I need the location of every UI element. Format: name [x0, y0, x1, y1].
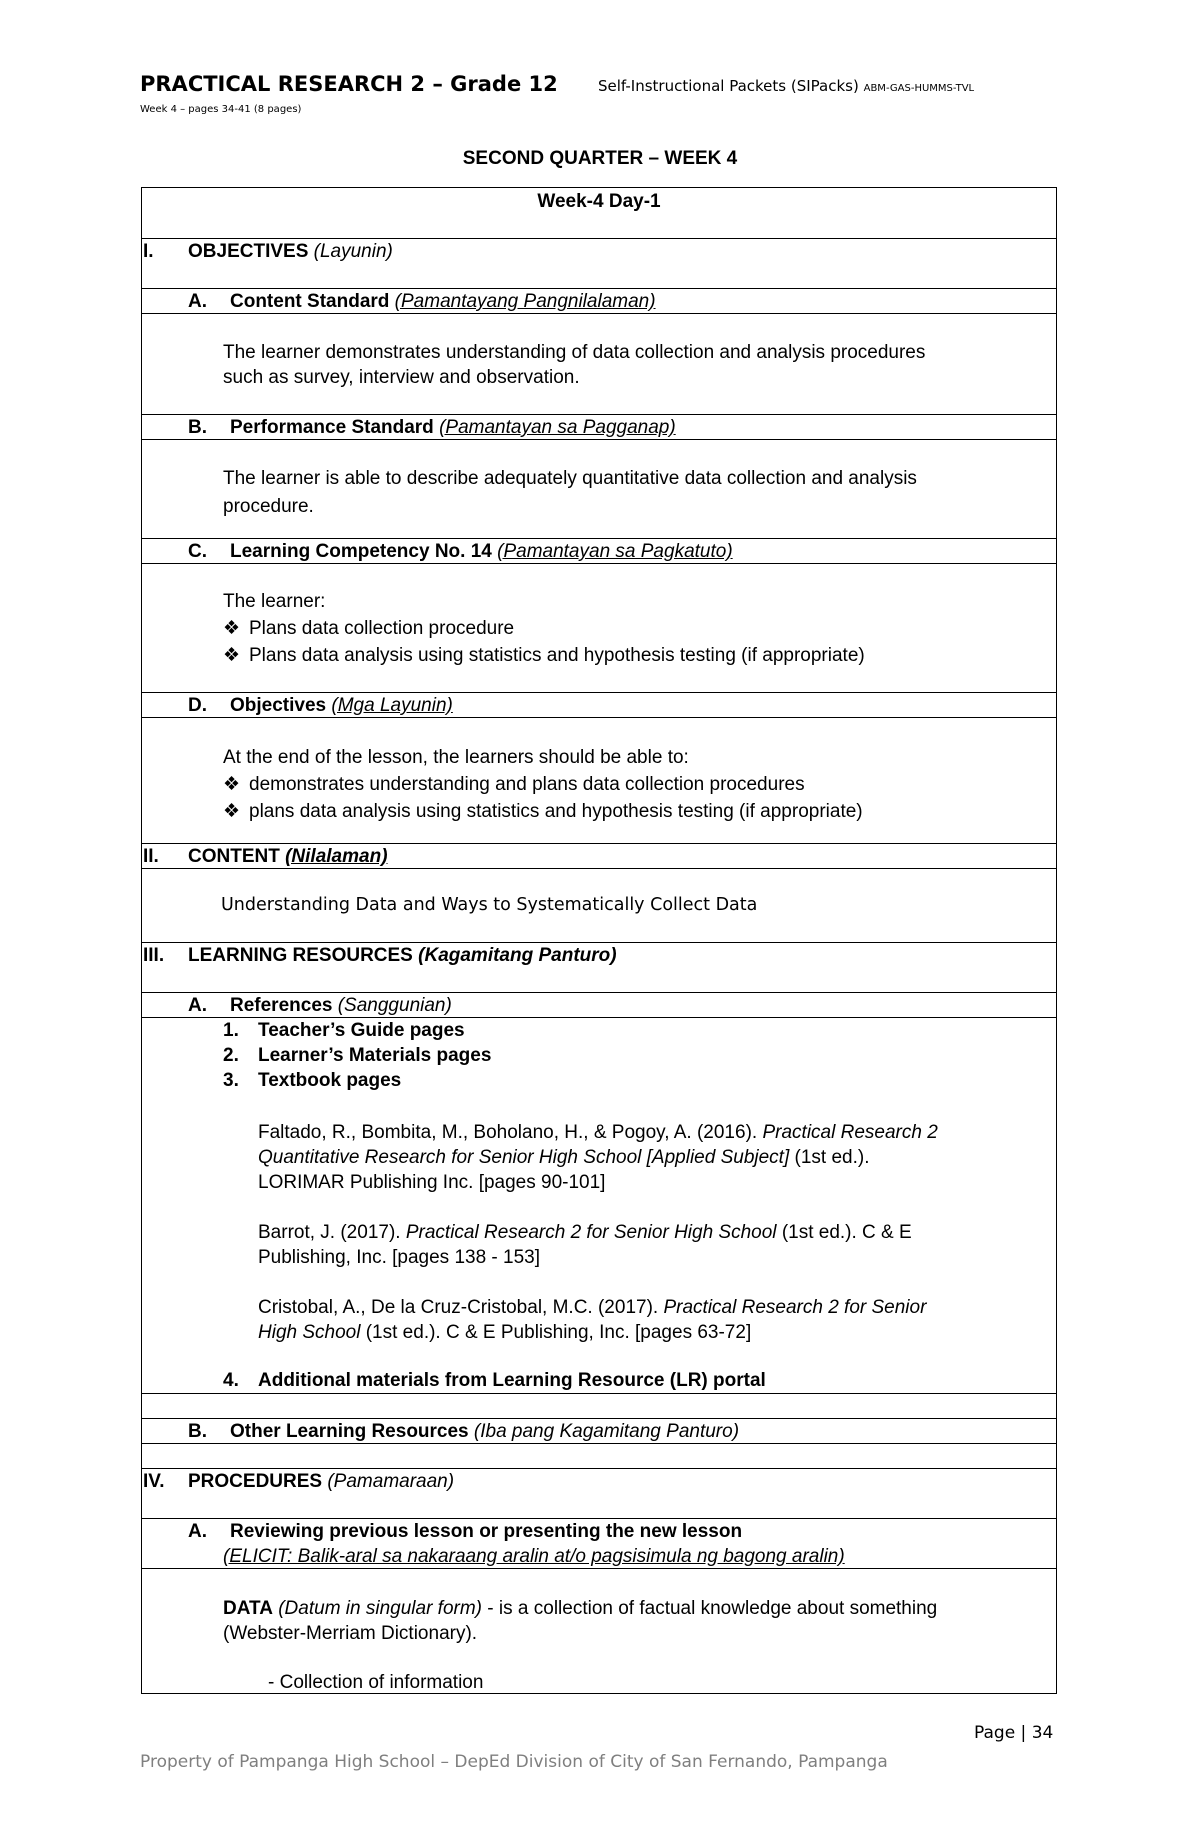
- section-number: III.: [143, 945, 165, 966]
- week-info: Week 4 – pages 34-41 (8 pages): [140, 104, 302, 115]
- row-divider: [141, 1393, 1057, 1394]
- packet-label: [598, 77, 974, 95]
- list-item: ❖ Plans data analysis using statistics and hypothesis testing (if appropriate): [223, 645, 865, 666]
- performance-standard-text: The learner is able to describe adequately quantitative data collection and analysis: [223, 468, 917, 489]
- subsection-letter: D.: [188, 695, 207, 716]
- content-standard-heading: Content Standard (Pamantayang Pangnilalaman): [230, 291, 656, 312]
- subsection-letter: A.: [188, 1521, 207, 1542]
- list-number: 1.: [223, 1020, 239, 1041]
- diamond-bullet-icon: ❖: [223, 618, 241, 639]
- subsection-letter: B.: [188, 417, 207, 438]
- procedures-heading: PROCEDURES (Pamamaraan): [188, 1471, 455, 1492]
- content-heading: CONTENT (Nilalaman): [188, 846, 388, 867]
- reference-item: Teacher’s Guide pages: [258, 1020, 465, 1041]
- document-title: PRACTICAL RESEARCH 2 – Grade 12: [140, 72, 558, 96]
- reference-item: Additional materials from Learning Resource (LR) portal: [258, 1370, 766, 1391]
- section-number: II.: [143, 846, 159, 867]
- content-standard-text: such as survey, interview and observation.: [223, 367, 580, 388]
- objectives-sub-heading: Objectives (Mga Layunin): [230, 695, 453, 716]
- list-number: 2.: [223, 1045, 239, 1066]
- performance-standard-text: procedure.: [223, 496, 314, 517]
- subsection-letter: C.: [188, 541, 207, 562]
- citation: LORIMAR Publishing Inc. [pages 90-101]: [258, 1172, 606, 1193]
- subsection-letter: B.: [188, 1421, 207, 1442]
- other-resources-heading: Other Learning Resources (Iba pang Kagamitang Panturo): [230, 1421, 740, 1442]
- quarter-title: SECOND QUARTER – WEEK 4: [462, 148, 738, 169]
- objectives-heading: OBJECTIVES (Layunin): [188, 241, 393, 262]
- section-number: I.: [143, 241, 154, 262]
- section-number: IV.: [143, 1471, 165, 1492]
- data-bullet: - Collection of information: [268, 1672, 484, 1693]
- citation: High School (1st ed.). C & E Publishing, Inc. [pages 63-72]: [258, 1322, 752, 1343]
- list-item: ❖ demonstrates understanding and plans data collection procedures: [223, 774, 805, 795]
- list-item: ❖ plans data analysis using statistics and hypothesis testing (if appropriate): [223, 801, 863, 822]
- citation: Barrot, J. (2017). Practical Research 2 for Senior High School (1st ed.). C & E: [258, 1222, 912, 1243]
- reference-item: Textbook pages: [258, 1070, 402, 1091]
- property-note: Property of Pampanga High School – DepEd Division of City of San Fernando, Pampanga: [140, 1752, 888, 1772]
- performance-standard-heading: Performance Standard (Pamantayan sa Pagganap): [230, 417, 676, 438]
- review-heading: Reviewing previous lesson or presenting the new lesson: [230, 1521, 743, 1542]
- tracks-label: ABM-GAS-HUMMS-TVL: [863, 83, 975, 94]
- competency-heading: Learning Competency No. 14 (Pamantayan sa Pagkatuto): [230, 541, 733, 562]
- references-heading: References (Sanggunian): [230, 995, 452, 1016]
- subsection-letter: A.: [188, 291, 207, 312]
- content-standard-text: The learner demonstrates understanding of data collection and analysis procedures: [223, 342, 926, 363]
- data-definition: (Webster-Merriam Dictionary).: [223, 1623, 478, 1644]
- diamond-bullet-icon: ❖: [223, 645, 241, 666]
- resources-heading: LEARNING RESOURCES (Kagamitang Panturo): [188, 945, 617, 966]
- review-subheading: (ELICIT: Balik-aral sa nakaraang aralin at/o pagsisimula ng bagong aralin): [223, 1546, 845, 1567]
- page-number: Page | 34: [974, 1723, 1054, 1743]
- citation: Faltado, R., Bombita, M., Boholano, H., & Pogoy, A. (2016). Practical Research 2: [258, 1122, 938, 1143]
- subsection-letter: A.: [188, 995, 207, 1016]
- diamond-bullet-icon: ❖: [223, 774, 241, 795]
- diamond-bullet-icon: ❖: [223, 801, 241, 822]
- packet-name: Self-Instructional Packets (SIPacks): [598, 77, 859, 95]
- citation: Quantitative Research for Senior High School [Applied Subject] (1st ed.).: [258, 1147, 870, 1168]
- list-item: ❖ Plans data collection procedure: [223, 618, 515, 639]
- data-definition: DATA (Datum in singular form) - is a collection of factual knowledge about something: [223, 1598, 938, 1619]
- list-number: 4.: [223, 1370, 239, 1391]
- competency-intro: The learner:: [223, 591, 326, 612]
- list-number: 3.: [223, 1070, 239, 1091]
- citation: Cristobal, A., De la Cruz-Cristobal, M.C. (2017). Practical Research 2 for Senior: [258, 1297, 927, 1318]
- reference-item: Learner’s Materials pages: [258, 1045, 492, 1066]
- content-text: Understanding Data and Ways to Systematically Collect Data: [221, 895, 758, 915]
- day-title: Week-4 Day-1: [537, 191, 661, 212]
- objectives-intro: At the end of the lesson, the learners should be able to:: [223, 747, 689, 768]
- citation: Publishing, Inc. [pages 138 - 153]: [258, 1247, 541, 1268]
